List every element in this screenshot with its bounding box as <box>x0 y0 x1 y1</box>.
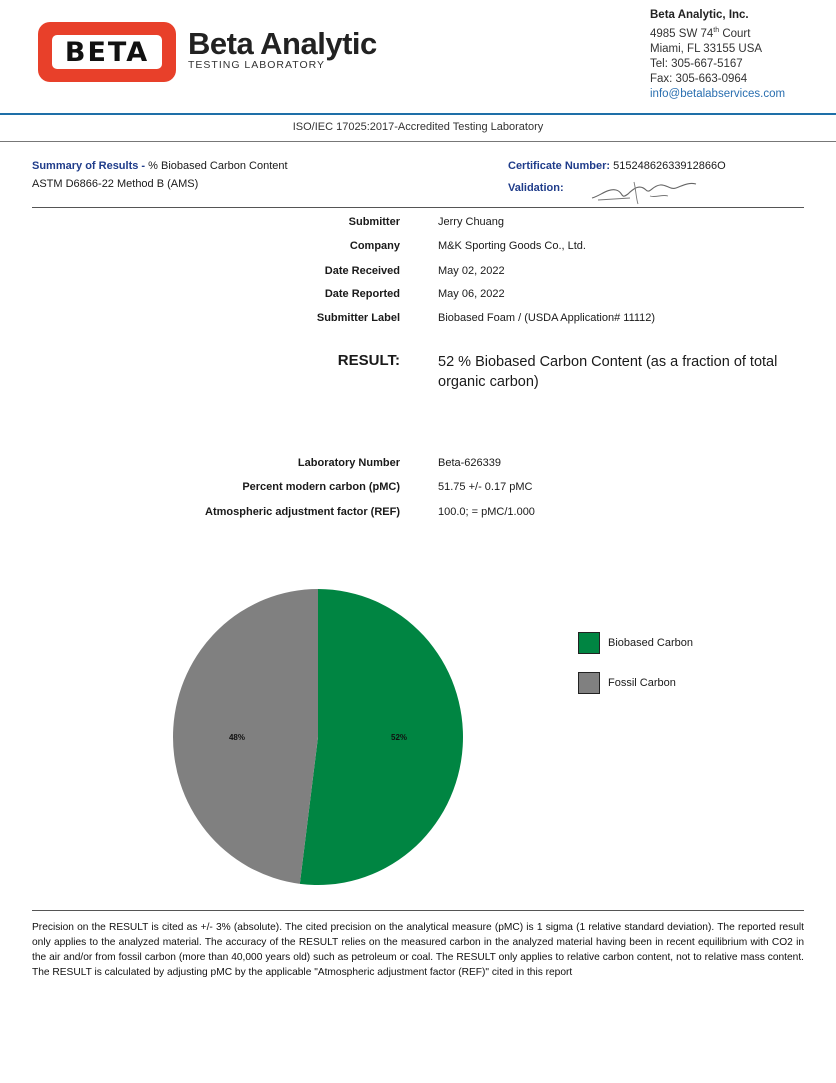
lab-number-value: Beta-626339 <box>438 457 501 469</box>
legend-fossil <box>578 672 676 694</box>
header-divider <box>0 113 836 115</box>
summary-title-label: Summary of Results - <box>32 160 146 172</box>
certificate <box>508 160 726 172</box>
result-label: RESULT: <box>337 352 400 369</box>
legend-label-biobased: Biobased Carbon <box>608 637 694 649</box>
date-received-value: May 02, 2022 <box>438 265 505 277</box>
date-reported-label: Date Reported <box>324 288 400 300</box>
beta-logo <box>38 22 176 82</box>
signature-image <box>590 176 700 206</box>
legend-swatch-biobased <box>578 632 600 654</box>
ref-label: Atmospheric adjustment factor (REF) <box>205 506 400 518</box>
certificate-number: 51524862633912866O <box>613 160 726 172</box>
biobased-pie-chart <box>170 585 470 890</box>
pie-slice-biobased-carbon <box>300 589 463 885</box>
accreditation-text: ISO/IEC 17025:2017-Accredited Testing Laboratory <box>292 121 544 133</box>
company-address <box>650 8 785 102</box>
address-fax: Fax: 305-663-0964 <box>650 72 748 85</box>
address-email-link[interactable]: info@betalabservices.com <box>650 87 786 100</box>
brand-name: Beta Analytic <box>188 26 377 61</box>
submitter-label-label: Submitter Label <box>316 312 400 324</box>
address-street: 4985 SW 74th Court <box>650 27 751 40</box>
certificate-label: Certificate Number: <box>508 160 611 172</box>
address-tel: Tel: 305-667-5167 <box>650 57 743 70</box>
brand-subtitle: TESTING LABORATORY <box>188 59 326 71</box>
company-label: Company <box>349 240 400 252</box>
method-text: ASTM D6866-22 Method B (AMS) <box>32 178 199 190</box>
logo-text: BETA <box>64 36 150 68</box>
lab-number-label: Laboratory Number <box>297 457 400 469</box>
legend-label-fossil: Fossil Carbon <box>608 677 676 689</box>
summary-title <box>32 160 288 172</box>
pie-data-label-biobased-carbon: 52% <box>391 733 408 743</box>
submitter-value: Jerry Chuang <box>438 216 505 228</box>
pmc-value: 51.75 +/- 0.17 pMC <box>438 481 533 493</box>
address-city: Miami, FL 33155 USA <box>650 42 763 55</box>
date-received-label: Date Received <box>324 265 400 277</box>
result-value: 52 % Biobased Carbon Content (as a fraction of total organic carbon) <box>438 354 778 390</box>
ref-value: 100.0; = pMC/1.000 <box>438 506 535 518</box>
legend-swatch-fossil <box>578 672 600 694</box>
company-value: M&K Sporting Goods Co., Ltd. <box>438 240 586 252</box>
precision-note: Precision on the RESULT is cited as +/- 3% (absolute). The cited precision on the analytical measure (pMC) is 1 sigma (1 relative standard deviation). The reported result only applies to the analyzed material. The accuracy of the RESULT relies on the measured carbon in the analyzed material having been in recent equilibrium with CO2 in the air and/or from fossil carbon (more than 40,000 years old) such as petroleum or coal. The RESULT only applies to relative carbon content, not to relative mass content. The RESULT is calculated by adjusting pMC by the applicable "Atmospheric adjustment factor (REF)" cited in this report <box>32 922 804 978</box>
pmc-label: Percent modern carbon (pMC) <box>242 481 400 493</box>
summary-divider <box>32 207 804 208</box>
legend-biobased <box>578 632 693 654</box>
beta-logo-inner <box>52 35 162 69</box>
footer-divider <box>32 910 804 911</box>
date-reported-value: May 06, 2022 <box>438 288 505 300</box>
accreditation-divider <box>0 141 836 142</box>
pie-data-label-fossil-carbon: 48% <box>228 732 245 742</box>
summary-title-value: % Biobased Carbon Content <box>148 160 288 172</box>
submitter-label-value: Biobased Foam / (USDA Application# 11112) <box>438 312 656 324</box>
address-company: Beta Analytic, Inc. <box>650 9 749 21</box>
validation-label: Validation: <box>508 182 564 194</box>
pie-slice-fossil-carbon <box>173 589 318 884</box>
submitter-label: Submitter <box>348 216 400 228</box>
